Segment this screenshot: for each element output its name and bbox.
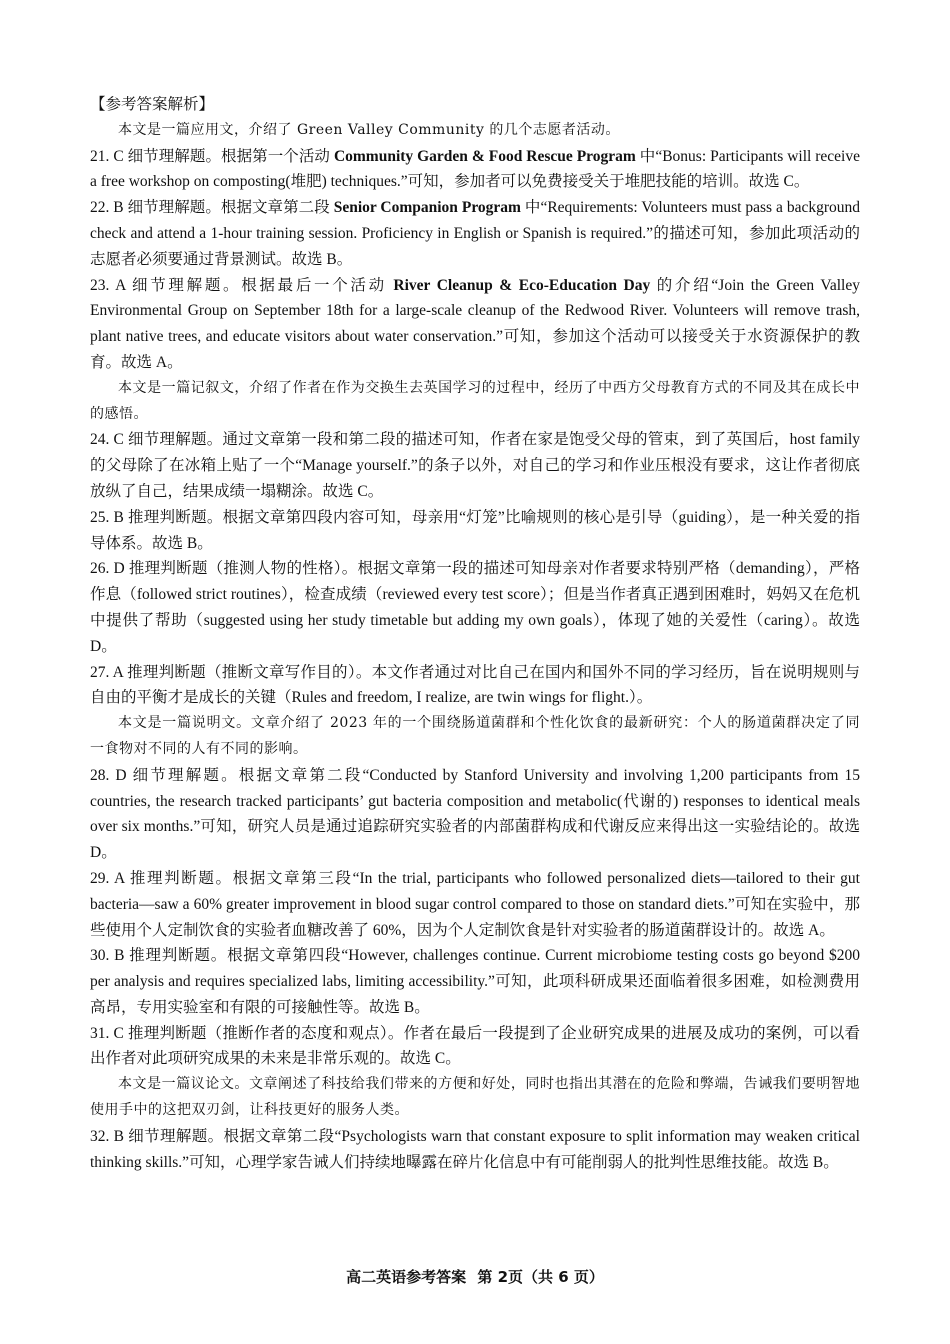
answer-item-23: 23. A 细节理解题。根据最后一个活动 River Cleanup & Eco-Education Day 的介绍“Join the Green Valley Environmental Group on September 18th for a large-scale cleanup of the Redwood River. Volunteers will remove trash, plant native trees, and educate visitors about water conservation.”可知，参加这个活动可以接受关于水资源保护的教育。故选 A。 [90,276,860,371]
section-heading: 【参考答案解析】 [90,96,215,113]
passage-section-4 [90,1072,860,1175]
answer-item-26: 26. D 推理判断题（推测人物的性格）。根据文章第一段的描述可知母亲对作者要求特别严格（demanding），严格作息（followed strict routines），检查成绩（reviewed every test score）；但是当作者真正遇到困难时，妈妈又在危机中提供了帮助（suggested using her study timetable but adding my own goals），体现了她的关爱性（caring）。故选 D。 [90,560,860,655]
answer-item-29: 29. A 推理判断题。根据文章第三段“In the trial, participants who followed personalized diets—tailored to their gut bacteria—saw a 60% greater improvement in blood sugar control compared to those on standard diets.”可知在实验中，那些使用个人定制饮食的实验者血糖改善了 60%，因为个人定制饮食是针对实验者的肠道菌群设计的。故选 A。 [90,869,860,939]
answer-item-32: 32. B 细节理解题。根据文章第二段“Psychologists warn that constant exposure to split information may weaken critical thinking skills.”可知，心理学家告诫人们持续地曝露在碎片化信息中有可能削弱人的批判性思维技能。故选 B。 [90,1127,860,1171]
passage-intro: 本文是一篇说明文。文章介绍了 2023 年的一个围绕肠道菌群和个性化饮食的最新研究：个人的肠道菌群决定了同一食物对不同的人有不同的影响。 [90,715,860,757]
answer-item-27: 27. A 推理判断题（推断文章写作目的）。本文作者通过对比自己在国内和国外不同的学习经历，旨在说明规则与自由的平衡才是成长的关键（Rules and freedom, I realize, are twin wings for flight.）。 [90,663,860,707]
answer-item-31: 31. C 推理判断题（推断作者的态度和观点）。作者在最后一段提到了企业研究成果的进展及成功的案例，可以看出作者对此项研究成果的未来是非常乐观的。故选 C。 [90,1024,860,1068]
answer-item-30: 30. B 推理判断题。根据文章第四段“However, challenges continue. Current microbiome testing costs go beyond $200 per analysis and requires specialized labs, limiting accessibility.”可知，此项科研成果还面临着很多困难，如检测费用高昂，专用实验室和有限的可接触性等。故选 B。 [90,947,860,1016]
answer-item-24: 24. C 细节理解题。通过文章第一段和第二段的描述可知，作者在家是饱受父母的管束，到了英国后，host family 的父母除了在冰箱上贴了一个“Manage yourself.”的条子以外，对自己的学习和作业压根没有要求，这让作者彻底放纵了自己，结果成绩一塌糊涂。故选 C。 [90,431,860,500]
page-footer [0,1266,950,1287]
answer-item-28: 28. D 细节理解题。根据文章第二段“Conducted by Stanford University and involving 1,200 participants from 15 countries, the research tracked participants’ gut bacteria composition and metabolic(代谢的) responses to identical meals over six months.”可知，研究人员是通过追踪研究实验者的内部菌群构成和代谢反应来得出这一实验结论的。故选 D。 [90,766,860,862]
answer-item-25: 25. B 推理判断题。根据文章第四段内容可知，母亲用“灯笼”比喻规则的核心是引导（guiding），是一种关爱的指导体系。故选 B。 [90,508,860,552]
passage-intro: 本文是一篇议论文。文章阐述了科技给我们带来的方便和好处，同时也指出其潜在的危险和弊端，告诫我们要明智地使用手中的这把双刃剑，让科技更好的服务人类。 [90,1076,860,1119]
footer-title: 高二英语参考答案 [346,1268,467,1286]
passage-section-1 [90,118,860,376]
passage-section-2 [90,376,860,711]
footer-page-number: 第 2页（共 6 页） [477,1268,604,1286]
passage-section-3 [90,711,860,1072]
answer-document [90,92,860,1175]
answer-item-21: 21. C 细节理解题。根据第一个活动 Community Garden & Food Rescue Program 中“Bonus: Participants will receive a free workshop on composting(堆肥) techniques.”可知，参加者可以免费接受关于堆肥技能的培训。故选 C。 [90,147,860,191]
passage-intro: 本文是一篇应用文，介绍了 Green Valley Community 的几个志愿者活动。 [118,121,620,138]
answer-item-22: 22. B 细节理解题。根据文章第二段 Senior Companion Program 中“Requirements: Volunteers must pass a background check and attend a 1-hour training session. Proficiency in English or Spanish is required.”的描述可知，参加此项活动的志愿者必须要通过背景测试。故选 B。 [90,199,860,268]
passage-intro: 本文是一篇记叙文，介绍了作者在作为交换生去英国学习的过程中，经历了中西方父母教育方式的不同及其在成长中的感悟。 [90,379,860,422]
